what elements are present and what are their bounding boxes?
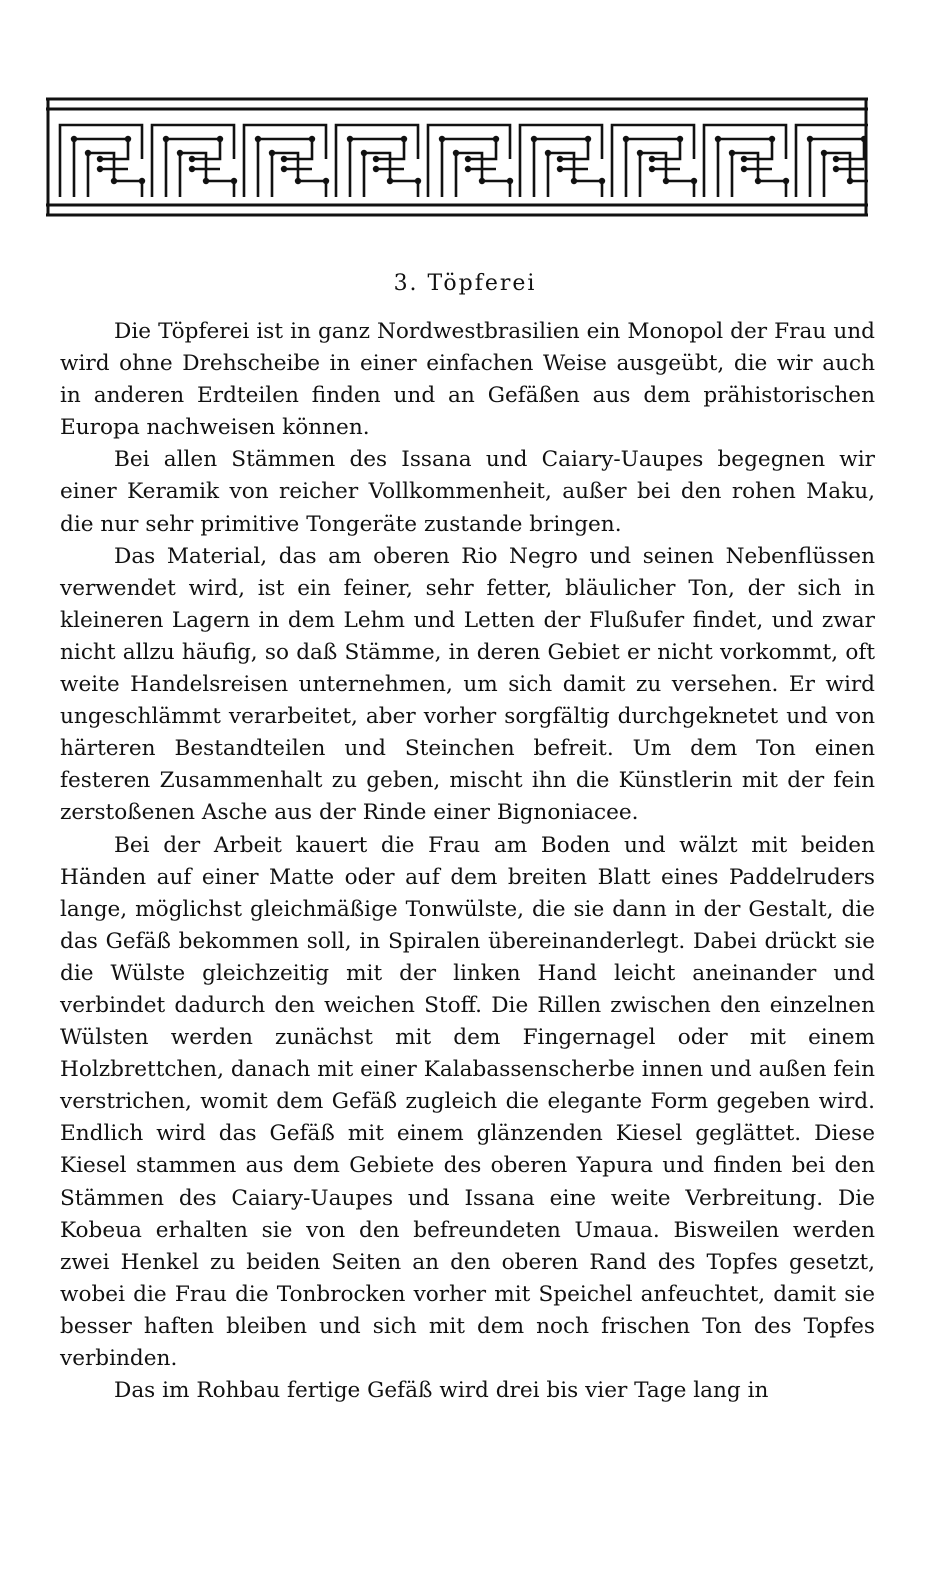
meander-dot [821,150,827,156]
meander-dot [217,136,223,142]
meander-dot [111,178,117,184]
paragraph-4: Bei der Arbeit kauert die Frau am Boden und wälzt mit beiden Händen auf einer Matte oder auf dem breiten Blatt eines Paddelruders lange, möglichst gleichmäßige Tonwülste, die sie dann in der Gestalt, die das Gefäß bekommen soll, in Spiralen übereinanderlegt. Dabei drückt sie die Wülste gleichzeitig mit der linken Hand leicht aneinander und verbindet dadurch den weichen Stoff. Die Rillen zwischen den einzelnen Wülsten werden zunächst mit dem Fingernagel oder mit einem Holzbrettchen, danach mit einer Kalabassenscherbe innen und außen fein verstrichen, womit dem Gefäß zugleich die elegante Form gegeben wird. Endlich wird das Gefäß mit einem glänzenden Kiesel geglättet. Diese Kiesel stammen aus dem Gebiete des oberen Yapura und finden bei den Stämmen des Caiary-Uaupes und Issana eine weite Verbreitung. Die Kobeua erhalten sie von den befreundeten Umaua. Bisweilen werden zwei Henkel zu beiden Seiten an den oberen Rand des Topfes gesetzt, wobei die Frau die Tonbrocken vorher mit Speichel anfeuchtet, damit sie besser haften bleiben und sich mit dem noch frischen Ton des Topfes verbinden. [60,832,875,1371]
meander-dot [807,136,813,142]
meander-dot [557,156,563,162]
meander-stroke [640,153,694,197]
meander-dot [479,178,485,184]
meander-dot [373,156,379,162]
meander-dot [649,166,655,172]
meander-dot [847,178,853,184]
meander-dot [415,178,421,184]
meander-dot [507,178,513,184]
meander-dot [439,136,445,142]
meander-dot [861,136,867,142]
meander-dot [231,178,237,184]
paragraph-2: Bei allen Stämmen des Issana und Caiary-Uaupes begegnen wir einer Keramik von reicher Vollkommenheit, außer bei den rohen Maku, die nur sehr primitive Tongeräte zustande bringen. [60,447,875,537]
meander-dot [97,156,103,162]
meander-dot [269,150,275,156]
meander-dot [281,166,287,172]
meander-dot [373,166,379,172]
meander-dot [585,136,591,142]
meander-dot [189,156,195,162]
meander-stroke [180,153,234,197]
meander-dot [177,150,183,156]
meander-dot [387,178,393,184]
paragraph-3: Das Material, das am oberen Rio Negro und seinen Nebenflüssen verwendet wird, ist ein feiner, sehr fetter, bläulicher Ton, der sich in kleineren Lagern in dem Lehm und Letten der Flußufer findet, und zwar nicht allzu häufig, so daß Stämme, in deren Gebiet er nicht vorkommt, oft weite Handelsreisen unternehmen, um sich damit zu versehen. Er wird ungeschlämmt verarbeitet, aber vorher sorgfältig durchgeknetet und von härteren Bestandteilen und Steinchen befreit. Um dem Ton einen festeren Zusammenhalt zu geben, mischt ihn die Künstlerin mit der fein zerstoßenen Asche aus der Rinde einer Bignoniacee. [60,543,875,826]
meander-dot [783,178,789,184]
chapter-heading: 3. Töpferei [393,271,537,296]
meander-dot [663,178,669,184]
meander-dot [125,136,131,142]
paragraph-1: Die Töpferei ist in ganz Nordwestbrasilien ein Monopol der Frau und wird ohne Drehscheibe in einer einfachen Weise ausgeübt, die wir auch in anderen Erdteilen finden und an Gefäßen aus dem prähistorischen Europa nachweisen können. [60,319,875,441]
meander-dot [741,166,747,172]
meander-stroke [548,153,602,197]
meander-dot [493,136,499,142]
meander-dot [599,178,605,184]
meander-dot [255,136,261,142]
meander-dot [453,150,459,156]
meander-dot [677,136,683,142]
meander-dot [323,178,329,184]
meander-dot [163,136,169,142]
meander-dot [545,150,551,156]
meander-dot [71,136,77,142]
meander-dot [361,150,367,156]
meander-dot [557,166,563,172]
meander-dot [295,178,301,184]
meander-dot [729,150,735,156]
meander-dot [755,178,761,184]
meander-dot [833,156,839,162]
meander-dot [309,136,315,142]
meander-dot [691,178,697,184]
meander-dot [769,136,775,142]
meander-dot [833,166,839,172]
meander-dot [531,136,537,142]
meander-dot [139,178,145,184]
meander-dot [637,150,643,156]
meander-dot [623,136,629,142]
meander-dot [203,178,209,184]
meander-dot [465,156,471,162]
meander-stroke [732,153,786,197]
meander-dot [715,136,721,142]
meander-dot [85,150,91,156]
meander-stroke [272,153,326,197]
meander-dot [97,166,103,172]
body-text [60,316,875,1407]
meander-stroke [796,125,868,197]
meander-dot [649,156,655,162]
paragraph-5: Das im Rohbau fertige Gefäß wird drei bis vier Tage lang in [114,1378,769,1404]
meander-dot [189,166,195,172]
meander-ornament [46,97,868,219]
meander-stroke [88,153,142,197]
meander-stroke [364,153,418,197]
meander-stroke [456,153,510,197]
meander-dot [465,166,471,172]
meander-dot [347,136,353,142]
meander-dot [571,178,577,184]
meander-dot [741,156,747,162]
meander-dot [281,156,287,162]
meander-dot [401,136,407,142]
